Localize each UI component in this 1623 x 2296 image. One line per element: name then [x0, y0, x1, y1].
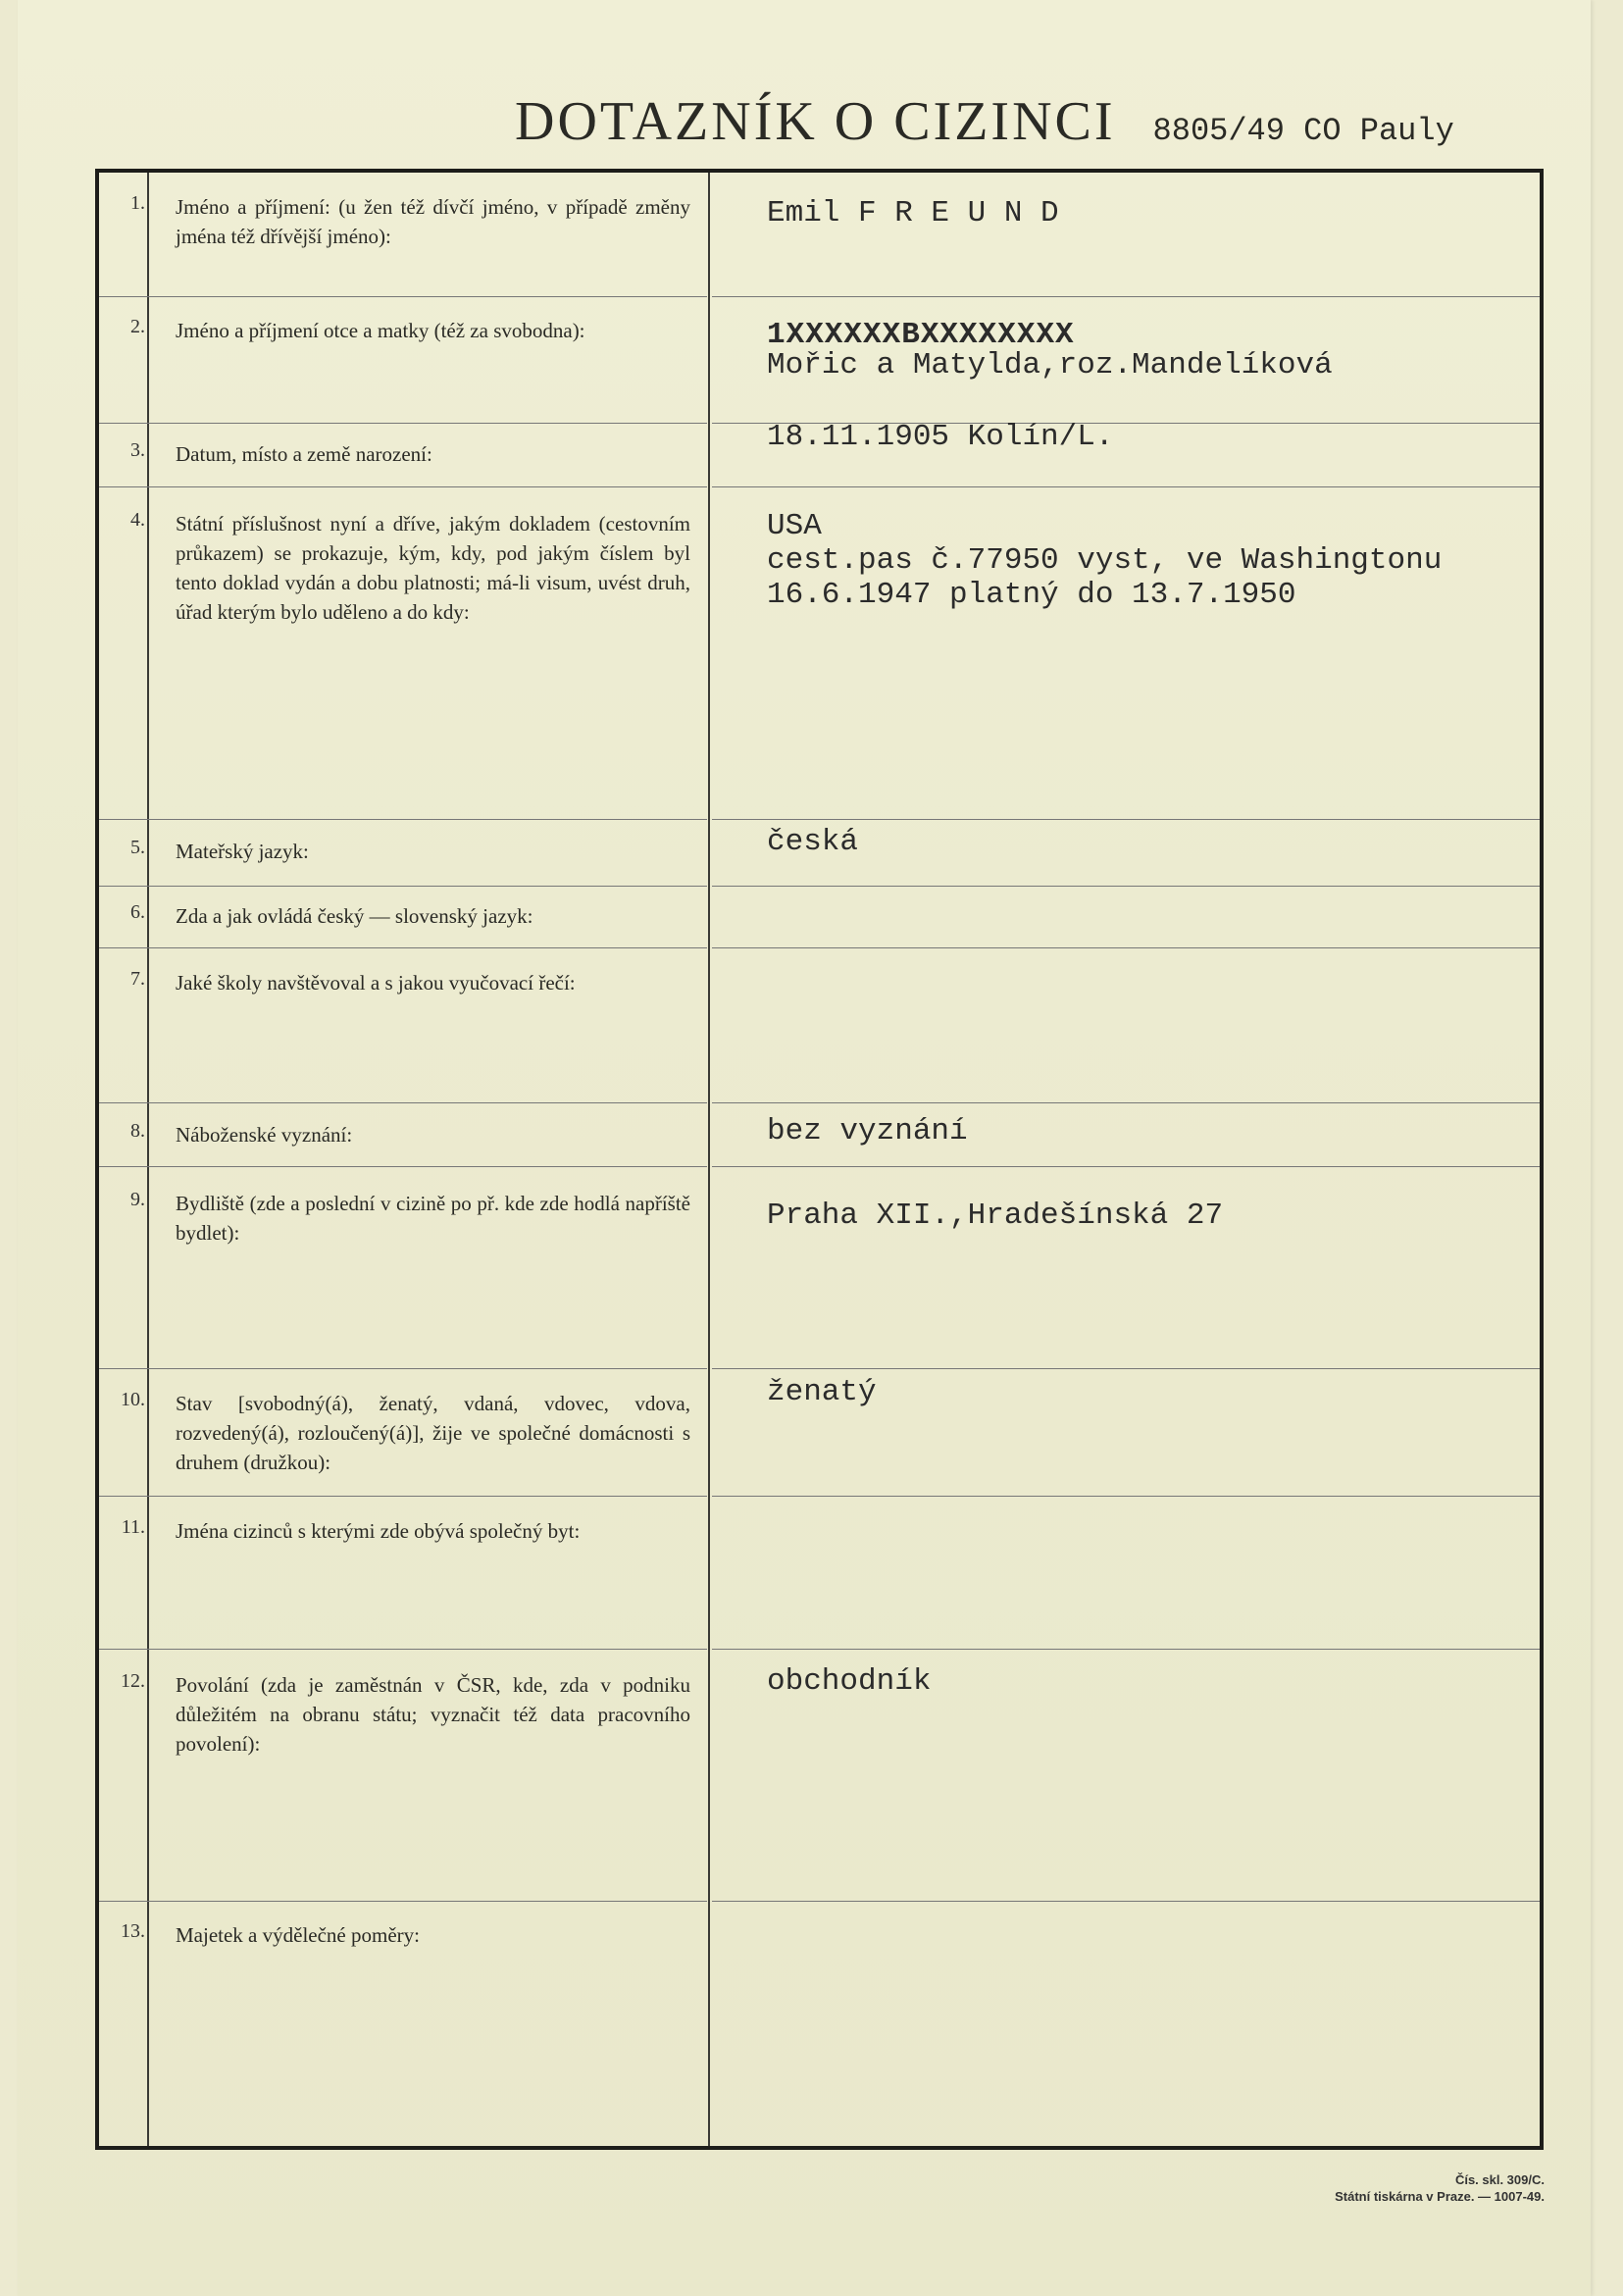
- printer-imprint: Státní tiskárna v Praze. — 1007-49.: [1335, 2189, 1545, 2204]
- document-title: DOTAZNÍK O CIZINCI: [515, 91, 1116, 152]
- row-divider: [99, 423, 707, 424]
- row-label: Jaké školy navštěvoval a s jakou vyučovací řečí:: [176, 971, 576, 995]
- row-number: 8.: [130, 1120, 145, 1142]
- row-label: Jméno a příjmení: (u žen též dívčí jméno, v případě změny jména též dřívější jméno):: [176, 195, 690, 248]
- row-number: 12.: [121, 1670, 145, 1692]
- row-value: Praha XII.,Hradešínská 27: [767, 1199, 1224, 1233]
- row-value: 18.11.1905 Kolín/L.: [767, 420, 1114, 454]
- row-value: USA cest.pas č.77950 vyst, ve Washingtonu 16.6.1947 platný do 13.7.1950: [767, 509, 1443, 612]
- row-divider: [99, 947, 707, 948]
- row-divider: [712, 296, 1540, 297]
- row-number: 2.: [130, 316, 145, 337]
- value-column-divider: [708, 173, 710, 2146]
- row-label: Jméno a příjmení otce a matky (též za svobodna):: [176, 319, 585, 342]
- row-value: obchodník: [767, 1664, 932, 1699]
- row-divider: [99, 1496, 707, 1497]
- row-number: 4.: [130, 509, 145, 531]
- row-divider: [712, 1368, 1540, 1369]
- number-column-divider: [147, 173, 149, 2146]
- row-number: 11.: [121, 1516, 145, 1538]
- row-label: Majetek a výdělečné poměry:: [176, 1923, 420, 1947]
- row-label: Zda a jak ovládá český — slovenský jazyk:: [176, 904, 533, 928]
- row-divider: [712, 1102, 1540, 1103]
- row-divider: [99, 296, 707, 297]
- row-divider: [712, 947, 1540, 948]
- row-divider: [712, 819, 1540, 820]
- row-number: 5.: [130, 837, 145, 858]
- row-divider: [712, 1649, 1540, 1650]
- row-label: Bydliště (zde a poslední v cizině po př. kde zde hodlá napříště bydlet):: [176, 1192, 690, 1245]
- row-value: Mořic a Matylda,roz.Mandelíková: [767, 348, 1333, 383]
- row-label: Náboženské vyznání:: [176, 1123, 353, 1147]
- row-number: 13.: [121, 1920, 145, 1942]
- row-divider: [712, 1496, 1540, 1497]
- row-divider: [712, 486, 1540, 487]
- row-divider: [99, 819, 707, 820]
- header: [515, 90, 1505, 152]
- row-number: 6.: [130, 901, 145, 923]
- row-label: Státní příslušnost nyní a dříve, jakým dokladem (cestovním průkazem) se prokazuje, kým, kdy, pod jakým číslem byl tento doklad vydán a dobu platnosti; má-li visum, uvést druh, úřad kterým bylo uděleno a do kdy:: [176, 512, 690, 624]
- row-label: Mateřský jazyk:: [176, 840, 309, 863]
- row-number: 3.: [130, 439, 145, 461]
- row-divider: [712, 1166, 1540, 1167]
- row-divider: [99, 886, 707, 887]
- reference-number: 8805/49 CO Pauly: [1152, 113, 1454, 149]
- row-value: Emil F R E U N D: [767, 196, 1059, 230]
- row-divider: [712, 886, 1540, 887]
- row-divider: [712, 1901, 1540, 1902]
- row-value: ženatý: [767, 1375, 877, 1409]
- row-divider: [99, 1102, 707, 1103]
- struck-out-value: 1XXXXXXBXXXXXXXX: [767, 318, 1075, 352]
- row-label: Stav [svobodný(á), ženatý, vdaná, vdovec, vdova, rozvedený(á), rozloučený(á)], žije ve společné domácnosti s druhem (družkou):: [176, 1392, 690, 1474]
- print-footer: [1335, 2171, 1545, 2205]
- row-label: Jména cizinců s kterými zde obývá společný byt:: [176, 1519, 581, 1543]
- row-divider: [99, 1901, 707, 1902]
- row-label: Datum, místo a země narození:: [176, 442, 432, 466]
- row-number: 10.: [121, 1389, 145, 1410]
- row-label: Povolání (zda je zaměstnán v ČSR, kde, zda v podniku důležitém na obranu státu; vyznačit též data pracovního povolení):: [176, 1673, 690, 1756]
- row-number: 1.: [130, 192, 145, 214]
- row-number: 9.: [130, 1189, 145, 1210]
- row-divider: [99, 486, 707, 487]
- row-number: 7.: [130, 968, 145, 990]
- form-number: Čís. skl. 309/C.: [1454, 2172, 1545, 2187]
- row-value: česká: [767, 825, 859, 859]
- row-divider: [99, 1649, 707, 1650]
- row-divider: [99, 1166, 707, 1167]
- row-value: bez vyznání: [767, 1114, 968, 1148]
- row-divider: [99, 1368, 707, 1369]
